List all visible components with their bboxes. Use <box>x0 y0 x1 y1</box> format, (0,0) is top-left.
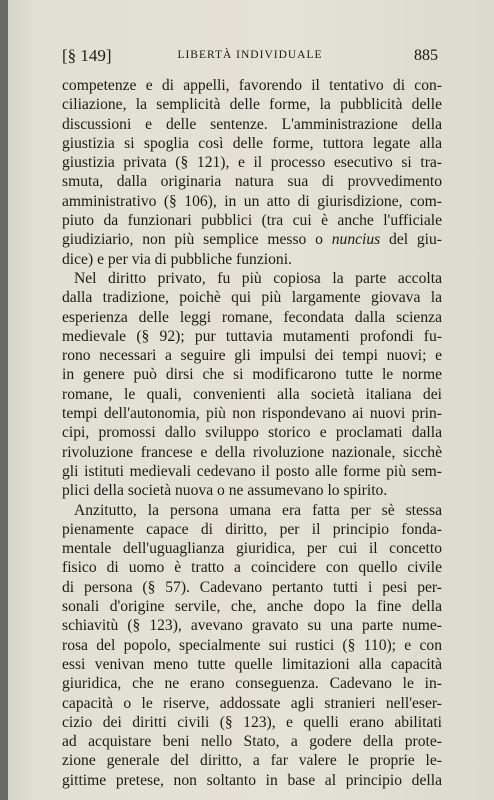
text-line: capacità o le riserve, addossate agli stranieri nell'eser- <box>62 694 442 712</box>
text-line: gli istituti medievali cedevano il posto alle forme più sem- <box>62 462 442 480</box>
text-line: tempi dell'autonomia, più non rispondevano ai nuovi prin- <box>62 405 442 423</box>
page-number: 885 <box>414 47 438 64</box>
text-line: di persona (§ 57). Cadevano pertanto tutti i pesi per- <box>62 578 442 596</box>
running-title: LIBERTÀ INDIVIDUALE <box>177 49 323 61</box>
text-line: giustizia privata (§ 121), e il processo esecutivo si tra- <box>62 154 442 172</box>
text-line: giudiziario, non più semplice messo o nuncius del giu- <box>62 231 442 249</box>
text-line: essi venivan meno tutte quelle limitazioni alla capacità <box>62 655 442 673</box>
text-line: esperienza delle leggi romane, fecondata dalla scienza <box>62 308 442 326</box>
text-line: giuridica, che ne erano conseguenza. Cadevano le in- <box>62 675 442 693</box>
text-line: fisico di uomo è tratto a coincidere con quello civile <box>62 559 442 577</box>
text-line: piuto da funzionari pubblici (tra cui è anche l'ufficiale <box>62 212 442 230</box>
book-page <box>8 0 494 800</box>
text-line: rosa del popolo, specialmente sui rustici (§ 110); e con <box>62 636 442 654</box>
text-line: in genere può dirsi che si modificarono tutte le norme <box>62 366 442 384</box>
text-line: ciliazione, la semplicità delle forme, la pubblicità delle <box>62 96 442 114</box>
text-line: Anzitutto, la persona umana era fatta per sè stessa <box>74 501 442 519</box>
text-line: romane, le quali, convenienti alla società italiana dei <box>62 385 442 403</box>
text-line: dice) e per via di pubbliche funzioni. <box>62 250 292 268</box>
text-line: rivoluzione francese e della rivoluzione nazionale, sicchè <box>62 443 442 461</box>
text-line: rono necessari a seguire gli impulsi dei tempi nuovi; e <box>62 347 442 365</box>
text-line: amministrativo (§ 106), in un atto di giurisdizione, com- <box>62 192 442 210</box>
text-line: competenze e di appelli, favorendo il tentativo di con- <box>62 77 442 94</box>
text-line: dalla tradizione, poichè qui più largamente giovava la <box>62 289 442 307</box>
text-line: medievale (§ 92); pur tuttavia mutamenti profondi fu- <box>62 327 442 345</box>
text-line: cizio dei diritti civili (§ 123), e quelli erano abilitati <box>62 713 442 731</box>
section-reference: [§ 149] <box>62 46 112 65</box>
text-line: ad acquistare beni nello Stato, a godere della prote- <box>62 733 442 751</box>
text-line: pienamente capace di diritto, per il principio fonda- <box>62 520 442 538</box>
text-line: schiavitù (§ 123), avevano gravato su una parte nume- <box>62 617 442 635</box>
text-line: smuta, dalla originaria natura sua di provvedimento <box>62 173 442 191</box>
text-line: gittime pretese, non soltanto in base al principio della <box>62 771 442 789</box>
body-text <box>62 76 442 790</box>
text-line: plici della società nuova o ne assumevano lo spirito. <box>62 482 388 500</box>
text-line: Nel diritto privato, fu più copiosa la parte accolta <box>74 269 442 287</box>
text-line: discussioni e delle sentenze. L'amministrazione della <box>62 115 442 133</box>
running-header <box>62 46 438 68</box>
text-line: cipi, promossi dallo sviluppo storico e proclamati dalla <box>62 424 442 442</box>
text-line: mentale dell'uguaglianza giuridica, per cui il concetto <box>62 540 442 558</box>
text-line: zione generale del diritto, a far valere le proprie le- <box>62 752 442 770</box>
text-line: giustizia si spoglia così delle forme, tuttora legate alla <box>62 134 442 152</box>
text-line: sonali d'origine servile, che, anche dopo la fine della <box>62 598 442 616</box>
